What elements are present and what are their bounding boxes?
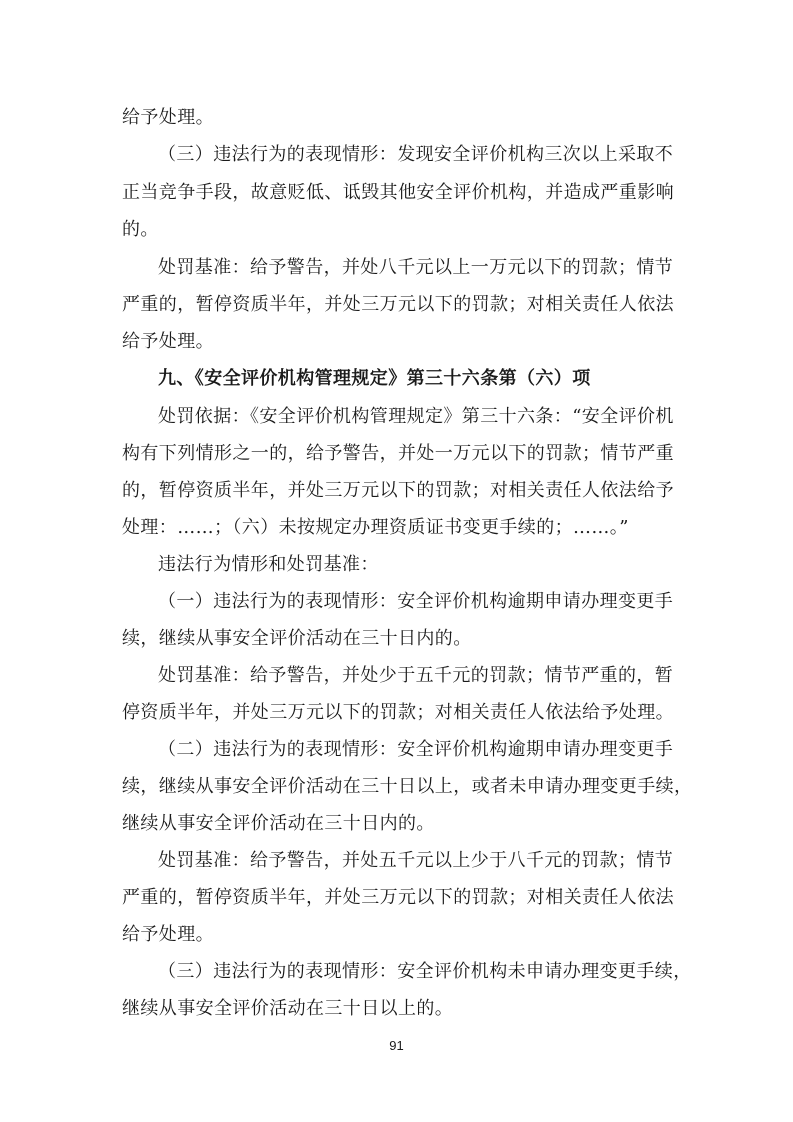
text-line: （三）违法行为的表现情形：发现安全评价机构三次以上采取不: [158, 144, 674, 165]
text-line: 处罚依据：《安全评价机构管理规定》第三十六条：“安全评价机: [158, 406, 674, 427]
text-line: （一）违法行为的表现情形：安全评价机构逾期申请办理变更手: [158, 591, 674, 612]
text-line: 违法行为情形和处罚基准：: [158, 554, 379, 575]
text-line: 处罚基准：给予警告，并处少于五千元的罚款；情节严重的，暂: [158, 665, 674, 686]
text-line: 续，继续从事安全评价活动在三十日内的。: [122, 628, 472, 649]
text-line: 严重的，暂停资质半年，并处三万元以下的罚款；对相关责任人依法: [122, 294, 674, 315]
text-line: 给予处理。: [122, 924, 214, 945]
text-line: 构有下列情形之一的，给予警告，并处一万元以下的罚款；情节严重: [122, 443, 674, 464]
text-line: （三）违法行为的表现情形：安全评价机构未申请办理变更手续，: [158, 961, 692, 982]
text-line: 的，暂停资质半年，并处三万元以下的罚款；对相关责任人依法给予: [122, 480, 674, 501]
text-line: 正当竞争手段，故意贬低、诋毁其他安全评价机构，并造成严重影响: [122, 182, 674, 203]
text-line: 严重的，暂停资质半年，并处三万元以下的罚款；对相关责任人依法: [122, 887, 674, 908]
text-line: 的。: [122, 219, 159, 240]
text-line: 给予处理。: [122, 107, 214, 128]
text-line: 停资质半年，并处三万元以下的罚款；对相关责任人依法给予处理。: [122, 702, 674, 723]
text-line: （二）违法行为的表现情形：安全评价机构逾期申请办理变更手: [158, 739, 674, 760]
text-line: 处罚基准：给予警告，并处八千元以上一万元以下的罚款；情节: [158, 257, 674, 278]
text-line: 处罚基准：给予警告，并处五千元以上少于八千元的罚款；情节: [158, 850, 674, 871]
text-line: 继续从事安全评价活动在三十日以上的。: [122, 998, 454, 1019]
text-line: 处理：……；（六）未按规定办理资质证书变更手续的；……。”: [122, 517, 629, 538]
text-line: 继续从事安全评价活动在三十日内的。: [122, 813, 435, 834]
text-line: 续，继续从事安全评价活动在三十日以上，或者未申请办理变更手续，: [122, 776, 693, 797]
page-number: 91: [389, 1038, 404, 1053]
section-heading: 九、《安全评价机构管理规定》第三十六条第（六）项: [158, 368, 591, 389]
text-line: 给予处理。: [122, 331, 214, 352]
